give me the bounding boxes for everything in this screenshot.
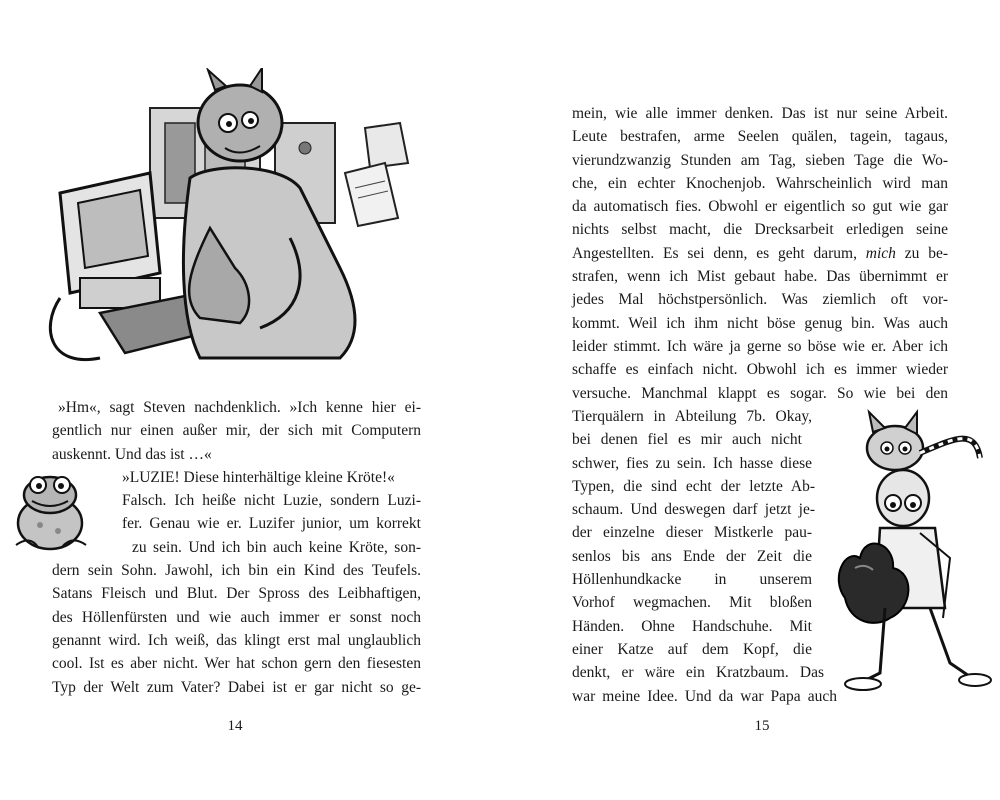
text-line: zu sein. Und ich bin auch keine Kröte, son- bbox=[132, 538, 421, 556]
text-line: »LUZIE! Diese hinterhältige kleine Kröte!« bbox=[122, 468, 395, 486]
text-line: denkt, er wäre ein Kratzbaum. Das bbox=[572, 664, 824, 682]
text-line: da automatisch fies. Obwohl er eigentlich so gut wie gar bbox=[572, 198, 948, 216]
text-line: Falsch. Ich heiße nicht Luzie, sondern Luzi- bbox=[122, 492, 421, 510]
boy-with-cat-and-poop-illustration bbox=[825, 408, 995, 698]
text-line: kommt. Weil ich ihm nicht böse genug bin. Was auch bbox=[572, 314, 948, 332]
text-line: schaffe es einfach nicht. Obwohl ich es immer wieder bbox=[572, 361, 948, 379]
text-line: schwer, fies zu sein. Ich hasse diese bbox=[572, 454, 812, 472]
text-line: Händen. Ohne Handschuhe. Mit bbox=[572, 617, 812, 635]
text-fragment: Angestellten. Es sei denn, es geht darum, bbox=[572, 244, 857, 262]
text-line: mein, wie alle immer denken. Das ist nur seine Arbeit. bbox=[572, 105, 948, 122]
text-line: cool. Ist es aber nicht. Wer hat schon gern den fiesesten bbox=[52, 655, 421, 673]
text-line: strafen, wenn ich Mist gebaut habe. Das übernimmt er bbox=[572, 268, 948, 286]
text-line: Satans Fleisch und Blut. Der Spross des Leibhaftigen, bbox=[52, 585, 421, 603]
right-wrapped-text bbox=[572, 405, 837, 708]
text-line: Typ der Welt zum Vater? Dabei ist er gar nicht so ge- bbox=[52, 678, 421, 696]
text-line: dern sein Sohn. Jawohl, ich bin ein Kind des Teufels. bbox=[52, 562, 421, 580]
text-line: Vorhof wegmachen. Mit bloßen bbox=[572, 594, 812, 612]
text-line: genannt wird. Ich weiß, das klingt erst mal unglaublich bbox=[52, 631, 421, 649]
text-line: Leute bestrafen, arme Seelen quälen, tagein, tagaus, bbox=[572, 128, 948, 146]
devil-at-computer-illustration bbox=[40, 68, 450, 368]
text-line: nichts selbst macht, die Drecksarbeit erledigen seine bbox=[572, 221, 948, 239]
text-line: che, ein echter Knochenjob. Wahrscheinlich wird man bbox=[572, 174, 948, 192]
text-line: einer Katze auf dem Kopf, die bbox=[572, 640, 812, 658]
left-body-text bbox=[52, 396, 421, 699]
page-number: 14 bbox=[227, 718, 243, 734]
text-line: gentlich nur einen außer mir, der sich mit Computern bbox=[52, 422, 421, 440]
text-line: leider stimmt. Ich wäre ja gerne so böse wie er. Aber ich bbox=[572, 337, 948, 355]
text-fragment: zu be- bbox=[904, 244, 949, 262]
text-line: Höllenhundkacke in unserem bbox=[572, 571, 812, 589]
page-number: 15 bbox=[754, 718, 770, 734]
text-line: senlos bis ans Ende der Zeit die bbox=[572, 547, 812, 565]
text-line: Typen, die sind echt der letzte Ab- bbox=[572, 477, 815, 495]
right-body-text bbox=[572, 102, 948, 405]
text-line: des Höllenfürsten und wie auch immer er sonst noch bbox=[52, 608, 421, 626]
right-page bbox=[500, 0, 1000, 800]
text-line: schaum. Und deswegen darf jetzt je- bbox=[572, 501, 815, 519]
text-line: versuche. Manchmal klappt es sogar. So wie bei den bbox=[572, 384, 948, 402]
text-line: war meine Idee. Und da war Papa auch bbox=[572, 687, 837, 705]
text-line: bei denen fiel es mir auch nicht bbox=[572, 431, 802, 449]
text-line: jedes Mal höchstpersönlich. Was ziemlich oft vor- bbox=[572, 291, 948, 309]
emphasis-word: mich bbox=[865, 244, 896, 262]
text-line: Tierquälern in Abteilung 7b. Okay, bbox=[572, 408, 812, 425]
text-line: auskennt. Und das ist …« bbox=[52, 445, 212, 463]
text-line: vierundzwanzig Stunden am Tag, sieben Tage die Wo- bbox=[572, 151, 948, 169]
text-line-with-emphasis bbox=[572, 242, 948, 265]
text-line: »Hm«, sagt Steven nachdenklich. »Ich kenne hier ei- bbox=[58, 399, 421, 416]
text-line: der einzelne dieser Mistkerle pau- bbox=[572, 524, 812, 542]
text-line: fer. Genau wie er. Luzifer junior, um korrekt bbox=[122, 515, 421, 533]
